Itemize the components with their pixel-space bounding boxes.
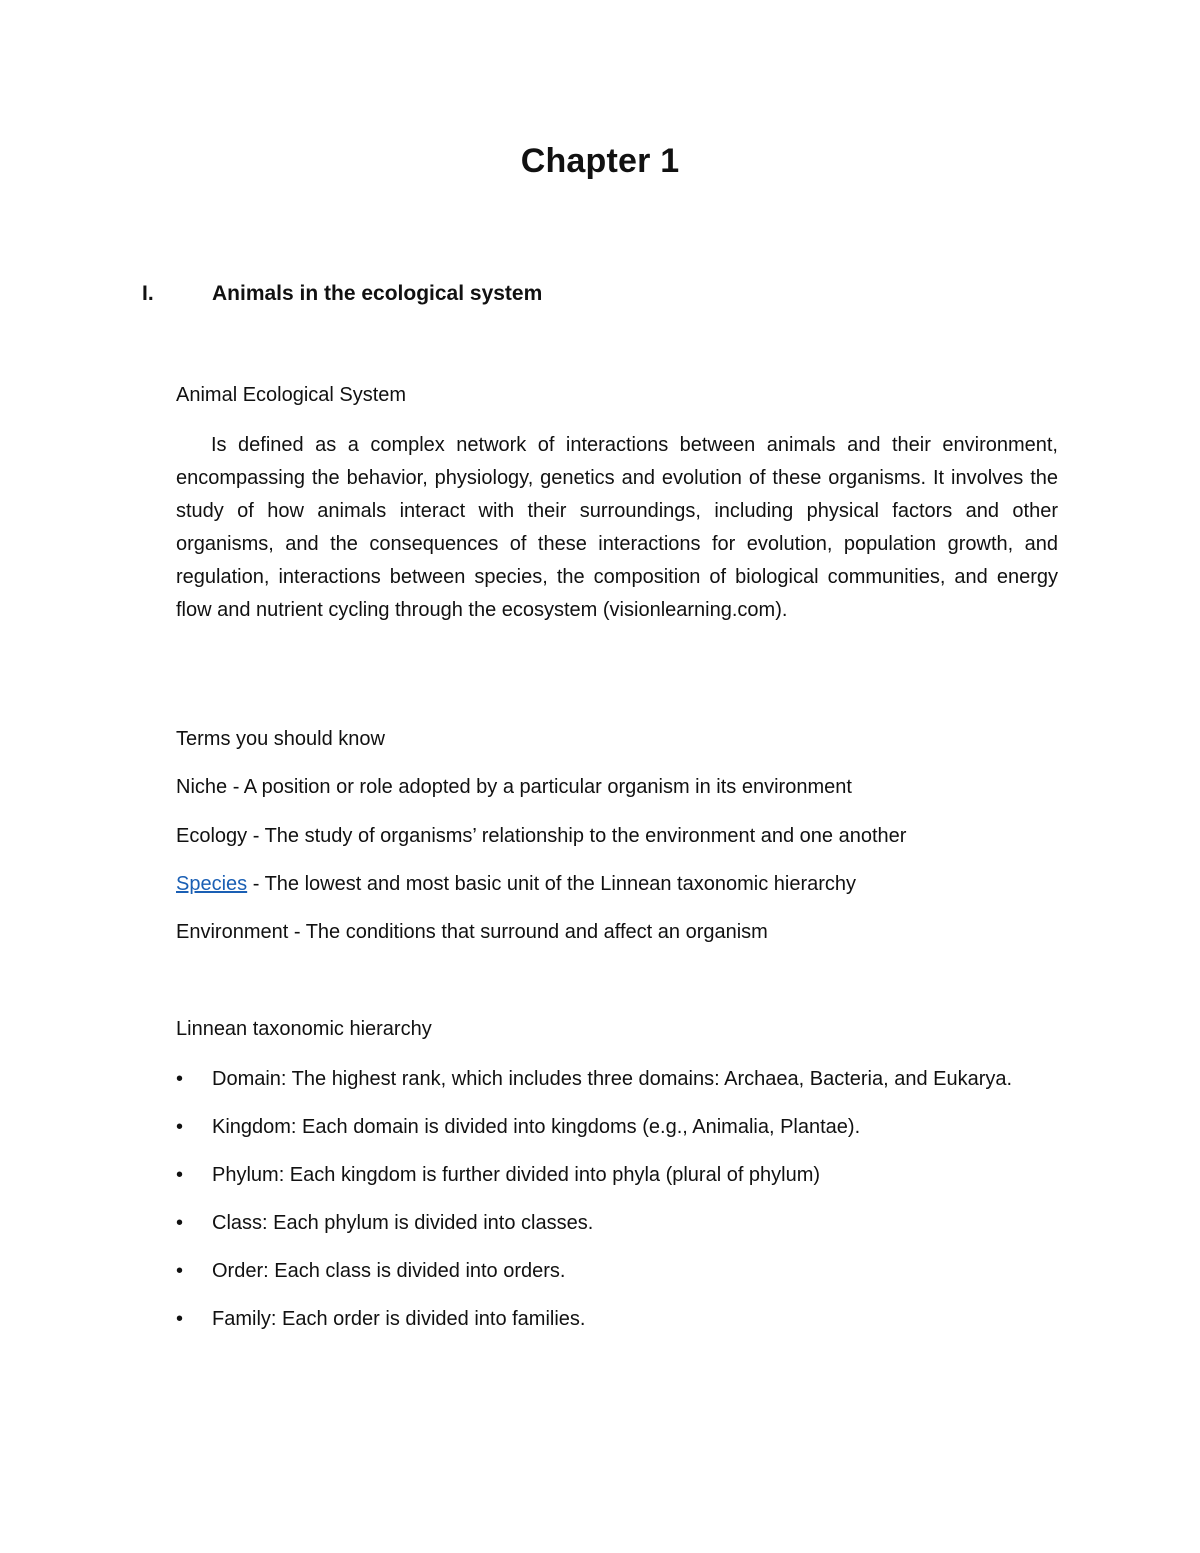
bullet-icon: • — [176, 1212, 184, 1234]
list-item-text: Phylum: Each kingdom is further divided into phyla (plural of phylum) — [212, 1164, 821, 1186]
section-heading — [142, 282, 1062, 306]
chapter-title: Chapter 1 — [520, 142, 680, 180]
list-item — [176, 1063, 1058, 1096]
list-item-text: Domain: The highest rank, which includes three domains: Archaea, Bacteria, and Eukarya. — [212, 1068, 1013, 1090]
hierarchy-list — [176, 1063, 1058, 1351]
list-item — [176, 1159, 1058, 1192]
bullet-icon: • — [176, 1260, 184, 1282]
term-niche: Niche - A position or role adopted by a particular organism in its environment — [176, 776, 852, 798]
bullet-icon: • — [176, 1164, 184, 1186]
section-heading-text: Animals in the ecological system — [212, 282, 543, 305]
species-link[interactable]: Species — [176, 873, 248, 895]
bullet-icon: • — [176, 1068, 184, 1090]
section-numeral: I. — [142, 282, 154, 305]
list-item-text: Kingdom: Each domain is divided into kingdoms (e.g., Animalia, Plantae). — [212, 1116, 861, 1138]
list-item — [176, 1255, 1058, 1288]
term-species-definition: - The lowest and most basic unit of the Linnean taxonomic hierarchy — [247, 873, 857, 895]
term-species — [176, 868, 1058, 901]
list-item-text: Class: Each phylum is divided into classes. — [212, 1212, 594, 1234]
definition-term: Animal Ecological System — [176, 384, 407, 406]
terms-heading: Terms you should know — [176, 728, 385, 750]
hierarchy-heading: Linnean taxonomic hierarchy — [176, 1018, 432, 1040]
list-item-text: Order: Each class is divided into orders. — [212, 1260, 566, 1282]
term-ecology: Ecology - The study of organisms’ relationship to the environment and one another — [176, 825, 907, 847]
term-environment: Environment - The conditions that surround and affect an organism — [176, 921, 768, 943]
bullet-icon: • — [176, 1116, 184, 1138]
list-item-text: Family: Each order is divided into families. — [212, 1308, 586, 1330]
list-item — [176, 1207, 1058, 1240]
definition-paragraph: Is defined as a complex network of interactions between animals and their environment, encompassing the behavior, physiology, genetics and evolution of these organisms. It involves the study of how animals interact with their surroundings, including physical factors and other organisms, and the consequences of these interactions for evolution, population growth, and regulation, interactions between species, the composition of biological communities, and energy flow and nutrient cycling through the ecosystem (visionlearning.com). — [176, 434, 1058, 621]
list-item — [176, 1111, 1058, 1144]
list-item — [176, 1303, 1058, 1336]
bullet-icon: • — [176, 1308, 184, 1330]
